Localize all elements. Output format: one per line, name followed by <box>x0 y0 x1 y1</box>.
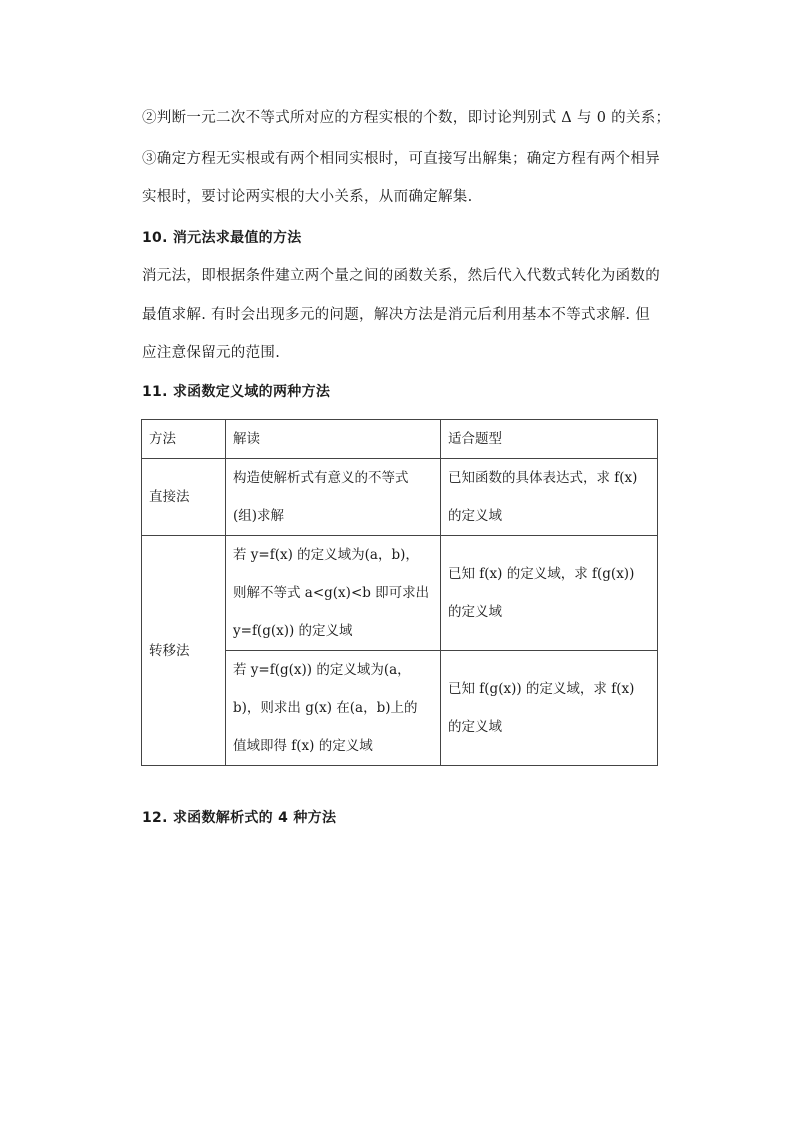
section-10-line-3: 应注意保留元的范围. <box>142 345 281 361</box>
interp-transfer-b-line-3: 值域即得 f(x) 的定义域 <box>233 738 373 754</box>
interp-direct <box>226 459 441 536</box>
interp-transfer-a <box>226 536 441 651</box>
type-transfer-a <box>441 536 658 651</box>
section-11-heading: 11. 求函数定义域的两种方法 <box>142 384 331 400</box>
type-transfer-b-line-2: 的定义域 <box>448 719 502 735</box>
section-12-heading: 12. 求函数解析式的 4 种方法 <box>142 810 337 826</box>
interp-transfer-b-line-1: 若 y=f(g(x)) 的定义域为(a， <box>233 662 411 678</box>
type-transfer-a-line-1: 已知 f(x) 的定义域，求 f(g(x)) <box>448 566 635 582</box>
type-transfer-b <box>441 651 658 766</box>
section-10-line-1: 消元法，即根据条件建立两个量之间的函数关系，然后代入代数式转化为函数的 <box>142 268 660 284</box>
type-transfer-a-line-2: 的定义域 <box>448 604 502 620</box>
domain-methods-table <box>141 419 658 766</box>
interp-transfer-b-line-2: b)，则求出 g(x) 在(a，b)上的 <box>233 700 418 716</box>
paragraph-discriminant: ②判断一元二次不等式所对应的方程实根的个数，即讨论判别式 Δ 与 0 的关系； <box>142 110 671 126</box>
table-row <box>142 536 658 651</box>
method-transfer: 转移法 <box>142 536 226 766</box>
method-direct: 直接法 <box>142 459 226 536</box>
section-10-heading: 10. 消元法求最值的方法 <box>142 230 302 246</box>
type-transfer-b-line-1: 已知 f(g(x)) 的定义域，求 f(x) <box>448 681 635 697</box>
interp-transfer-a-line-1: 若 y=f(x) 的定义域为(a，b)， <box>233 547 419 563</box>
type-direct <box>441 459 658 536</box>
paragraph-solution-set-2: 实根时，要讨论两实根的大小关系，从而确定解集. <box>142 189 473 205</box>
table-header-row <box>142 420 658 459</box>
type-direct-line-2: 的定义域 <box>448 508 502 524</box>
type-direct-line-1: 已知函数的具体表达式，求 f(x) <box>448 470 638 486</box>
header-method: 方法 <box>142 420 226 459</box>
paragraph-solution-set-1: ③确定方程无实根或有两个相同实根时，可直接写出解集；确定方程有两个相异 <box>142 151 660 167</box>
interp-transfer-a-line-2: 则解不等式 a<g(x)<b 即可求出 <box>233 585 430 601</box>
interp-direct-line-2: (组)求解 <box>233 508 285 524</box>
section-10-line-2: 最值求解. 有时会出现多元的问题，解决方法是消元后利用基本不等式求解. 但 <box>142 307 651 323</box>
table-row <box>142 459 658 536</box>
header-applicable-type: 适合题型 <box>441 420 658 459</box>
interp-direct-line-1: 构造使解析式有意义的不等式 <box>233 470 409 486</box>
interp-transfer-a-line-3: y=f(g(x)) 的定义域 <box>233 623 353 639</box>
interp-transfer-b <box>226 651 441 766</box>
header-interpretation: 解读 <box>226 420 441 459</box>
